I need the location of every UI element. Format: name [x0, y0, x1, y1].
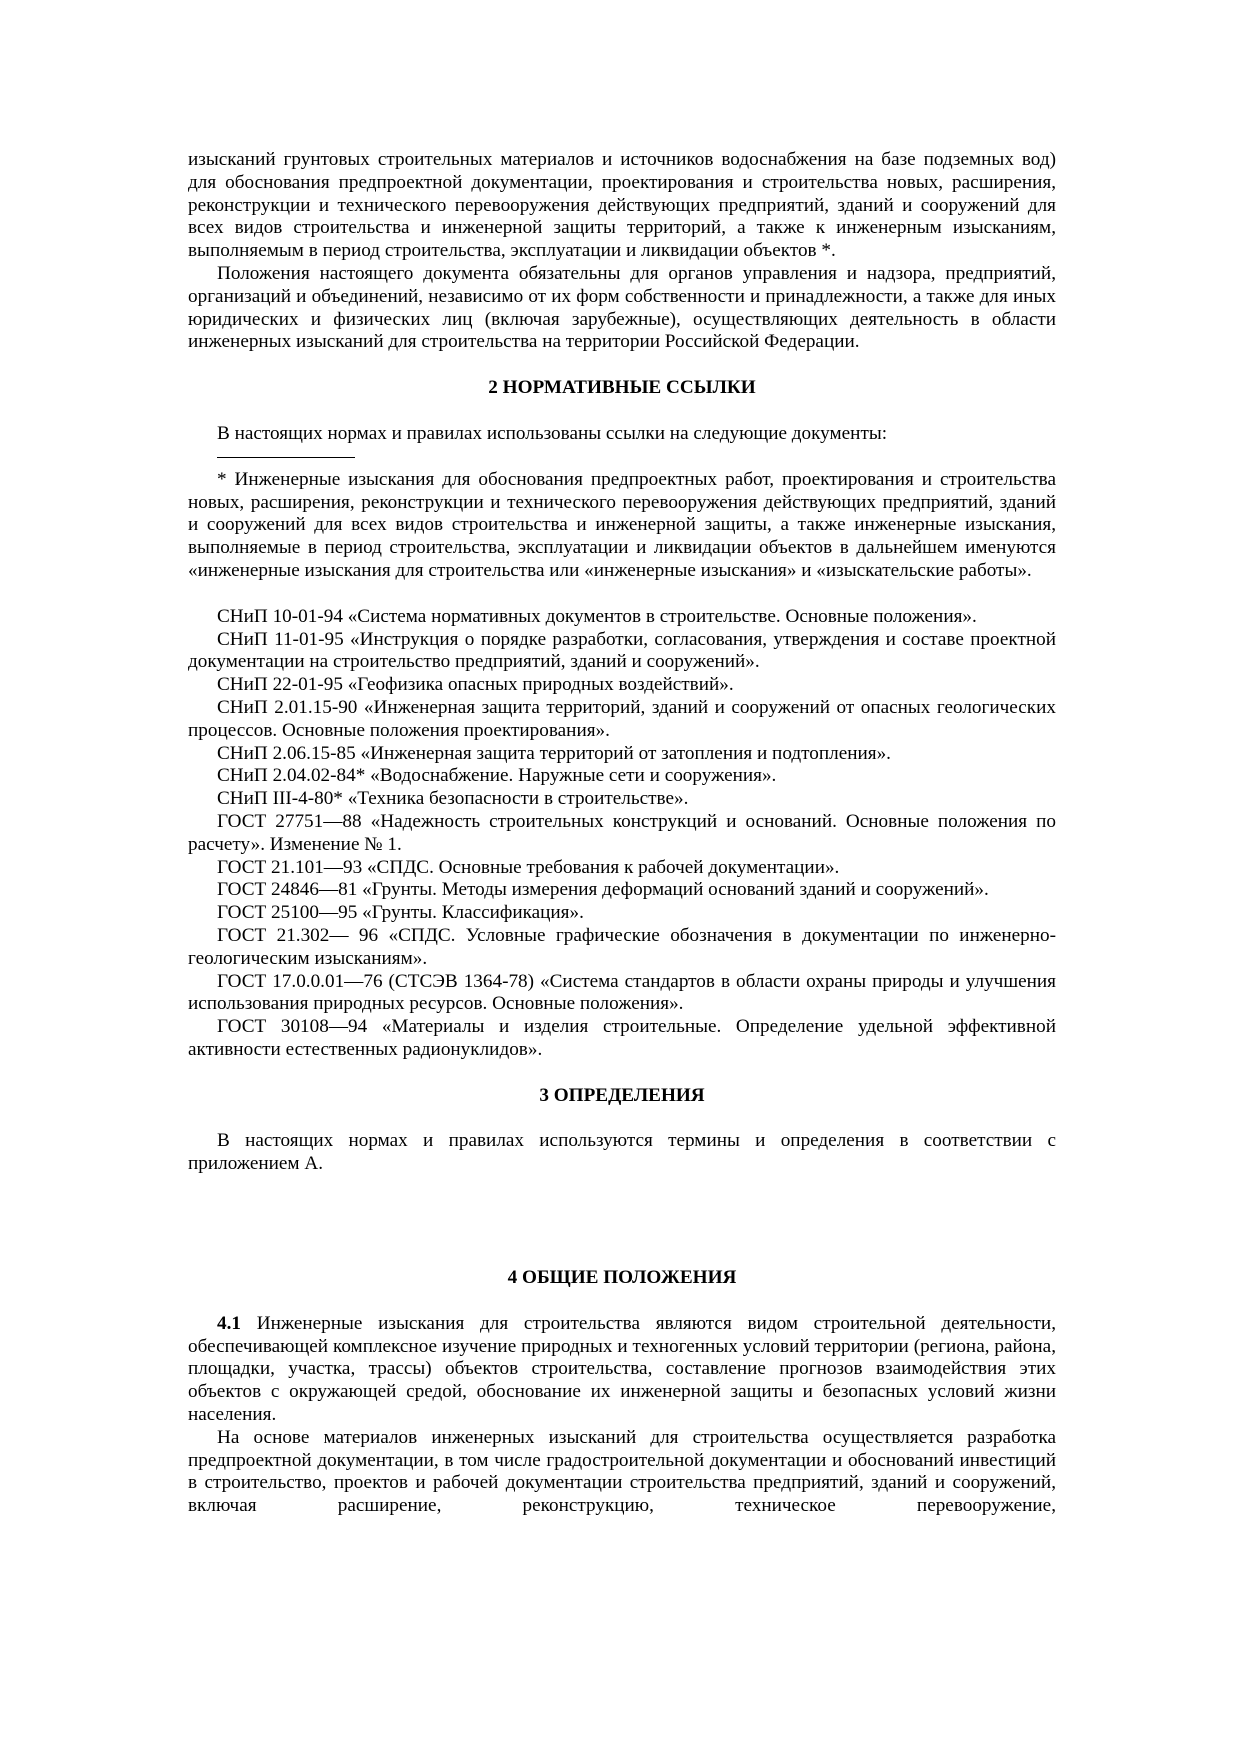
reference-item: СНиП 10-01-94 «Система нормативных документов в строительстве. Основные положения». [217, 605, 977, 627]
reference-item: ГОСТ 27751—88 «Надежность строительных конструкций и оснований. Основные положения по расчету». Изменение № 1. [188, 810, 1056, 855]
document-page [188, 149, 1056, 1518]
section-4-paragraph-2: На основе материалов инженерных изысканий для строительства осуществляется разработка предпроектной документации, в том числе градостроительной документации и обоснований инвестиций в строительство, проектов и рабочей документации строительства предприятий, зданий и сооружений, включая расширение, реконструкцию, техническое перевооружение, [188, 1426, 1056, 1517]
references-list [188, 606, 1056, 1062]
clause-4-1 [188, 1313, 1056, 1427]
section-3-heading: 3 ОПРЕДЕЛЕНИЯ [539, 1084, 705, 1106]
section-3-text: В настоящих нормах и правилах используются термины и определения в соответствии с приложением А. [188, 1130, 1056, 1175]
section-4-heading: 4 ОБЩИЕ ПОЛОЖЕНИЯ [507, 1267, 737, 1289]
clause-number: 4.1 [217, 1312, 241, 1334]
intro-paragraph-2: Положения настоящего документа обязательны для органов управления и надзора, предприятий, организаций и объединений, независимо от их форм собственности и принадлежности, а также для иных юридических и физических лиц (включая зарубежные), осуществляющих деятельность в области инженерных изысканий для строительства на территории Российской Федерации. [188, 262, 1056, 353]
section-2-lead: В настоящих нормах и правилах использованы ссылки на следующие документы: [217, 422, 888, 444]
reference-item: СНиП 2.06.15-85 «Инженерная защита территорий от затопления и подтопления». [217, 742, 891, 764]
footnote: * Инженерные изыскания для обоснования предпроектных работ, проектирования и строительства новых, расширения, реконструкции и технического перевооружения действующих предприятий, зданий и сооружений для всех видов строительства и инженерной защиты, а также инженерные изыскания, выполняемые в период строительства, эксплуатации и ликвидации объектов в дальнейшем именуются «инженерные изыскания для строительства или «инженерные изыскания» и «изыскательские работы». [188, 468, 1056, 581]
reference-item: ГОСТ 24846—81 «Грунты. Методы измерения деформаций оснований зданий и сооружений». [217, 879, 989, 901]
reference-item: ГОСТ 17.0.0.01—76 (СТСЭВ 1364-78) «Система стандартов в области охраны природы и улучшения использования природных ресурсов. Основные положения». [188, 970, 1056, 1015]
reference-item: СНиП III-4-80* «Техника безопасности в строительстве». [217, 788, 689, 810]
reference-item: СНиП 2.01.15-90 «Инженерная защита территорий, зданий и сооружений от опасных геологических процессов. Основные положения проектирования». [188, 696, 1056, 741]
clause-text: Инженерные изыскания для строительства являются видом строительной деятельности, обеспечивающей комплексное изучение природных и техногенных условий территории (региона, района, площадки, участка, трассы) объектов строительства, составление прогнозов взаимодействия этих объектов с окружающей средой, обоснование их инженерной защиты и безопасных условий жизни населения. [188, 1312, 1056, 1426]
reference-item: СНиП 2.04.02-84* «Водоснабжение. Наружные сети и сооружения». [217, 765, 777, 787]
reference-item: ГОСТ 30108—94 «Материалы и изделия строительные. Определение удельной эффективной активности естественных радионуклидов». [188, 1016, 1056, 1060]
reference-item: СНиП 22-01-95 «Геофизика опасных природных воздействий». [217, 674, 734, 696]
reference-item: ГОСТ 25100—95 «Грунты. Классификация». [217, 902, 584, 924]
reference-item: СНиП 11-01-95 «Инструкция о порядке разработки, согласования, утверждения и составе проектной документации на строительство предприятий, зданий и сооружений». [188, 628, 1056, 673]
footnote-separator [217, 457, 355, 459]
intro-paragraph-1: изысканий грунтовых строительных материалов и источников водоснабжения на базе подземных вод) для обоснования предпроектной документации, проектирования и строительства новых, расширения, реконструкции и технического перевооружения действующих предприятий, зданий и сооружений для всех видов строительства и инженерной защиты территорий, а также к инженерным изысканиям, выполняемым в период строительства, эксплуатации и ликвидации объектов *. [188, 149, 1056, 262]
reference-item: ГОСТ 21.101—93 «СПДС. Основные требования к рабочей документации». [217, 856, 840, 878]
section-2-heading: 2 НОРМАТИВНЫЕ ССЫЛКИ [488, 377, 756, 399]
reference-item: ГОСТ 21.302— 96 «СПДС. Условные графические обозначения в документации по инженерно-геологическим изысканиям». [188, 924, 1056, 969]
